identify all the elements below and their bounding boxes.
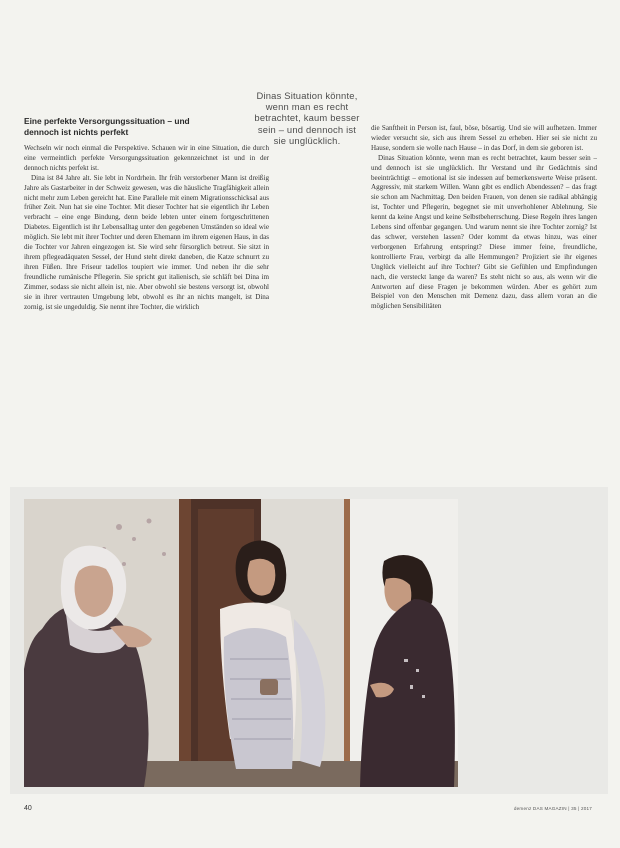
page-number: 40 [24, 805, 32, 812]
article-heading: Eine perfekte Versorgungssituation – und dennoch ist nichts perfekt [24, 116, 190, 137]
publication-footer: demenz DAS MAGAZIN | 35 | 2017 [513, 806, 592, 811]
article-photo [24, 499, 458, 787]
pull-quote: Dinas Situation könnte, wenn man es recht betrachtet, kaum besser sein – und dennoch ist sie unglücklich. [254, 90, 360, 146]
body-paragraph: Wechseln wir noch einmal die Perspektive. Schauen wir in eine Situation, die durch eine vermeintlich perfekte Versorgungssituation gekennzeichnet ist und in der dennoch nichts perfekt ist. [24, 144, 269, 172]
body-paragraph: Dina ist 84 Jahre alt. Sie lebt in Nordrhein. Ihr früh verstorbener Mann ist dreißig Jahre als Gastarbeiter in der Schweiz gewesen, was die häusliche Tragfähigkeit allein nicht mehr zum Leben gereicht hat. Eine Parallele mit einem Migrationsschicksal aus früher Zeit. Nun hat sie eine Tochter. Mit dieser Tochter hat sie eigentlich ihr Leben verbracht – eine enge Bindung, denn beide lebten unter einem fortgeschrittenen Diabetes. Eigentlich ist ihr Lebensalltag unter den gegebenen Umständen so ideal wie möglich. Sie lebt mit ihrer Tochter und deren Ehemann im ihrem eigenen Haus, in das die Tochter vor Jahren eingezogen ist. Sie wird sehr fürsorglich betreut. Sie sitzt in ihrem pflegeadäquaten Sessel, der Hund steht direkt daneben, die Katze schnurrt zu ihren Füßen. Ihre Friseur tadellos toupiert wie immer. Und neben ihr die sehr freundliche rumänische Pflegerin. Sie spricht gut italienisch, sie schläft bei Dina im Zimmer, sodass sie nicht allein ist, nie. Aber obwohl sie bestens versorgt ist, obwohl sie in ihrer vertrauten Umgebung lebt, obwohl es ihr an nichts mangelt, ist Dina zornig, ist sie ungeduldig. Sie nennt ihre Tochter, die wirklich [24, 173, 269, 311]
text-column-right [371, 124, 597, 447]
text-column-left [24, 144, 269, 444]
body-paragraph: die Sanftheit in Person ist, faul, böse, bösartig. Und sie will aufhetzen. Immer wieder versucht sie, sich aus ihrem Sessel zu erheben. Hier sei sie nicht zu Hause, sondern sie wolle nach Hause – in das Dorf, in dem sie geboren ist. [371, 124, 597, 152]
body-paragraph: Dinas Situation könnte, wenn man es recht betrachtet, kaum besser sein – und dennoch ist sie unglücklich. Ihr Verstand und ihr Gedächtnis sind beeinträchtigt – emotional ist sie indessen auf bemerkenswerte Weise präsent. Aggressiv, mit starkem Willen. Wann gibt es endlich Abendessen? – das fragt sie schon am Nachmittag. Den beiden Frauen, von denen sie radikal abhängig ist, Tochter und Pflegerin, begegnet sie mit unverhohlener Ablehnung. Sie kennt da keine Angst und keine Selbstbeherrschung. Diese Regeln ihres langen Lebens sind offenbar gegangen. Und warum nennt sie ihre Tochter zornig? Ist das schwer, verstehen lassen? Oder kommt da etwas hinzu, was einer verborgenen Erfahrung entspringt? Diese immer feine, freundliche, kontrollierte Frau, verbirgt da alle Hemmungen? Projiziert sie ihr eigenes Unglück vielleicht auf ihre Tochter? Gibt sie Gefühlen und Empfindungen nach, die versteckt lange da waren? Es steht nicht so aus, als wenn wir die Antworten auf diese Fragen je bekommen würden. Aber es gehört zum Beispiel von den Menschen mit Demenz dazu, dass allem voran an die möglichen Sensibilitäten [371, 153, 597, 311]
